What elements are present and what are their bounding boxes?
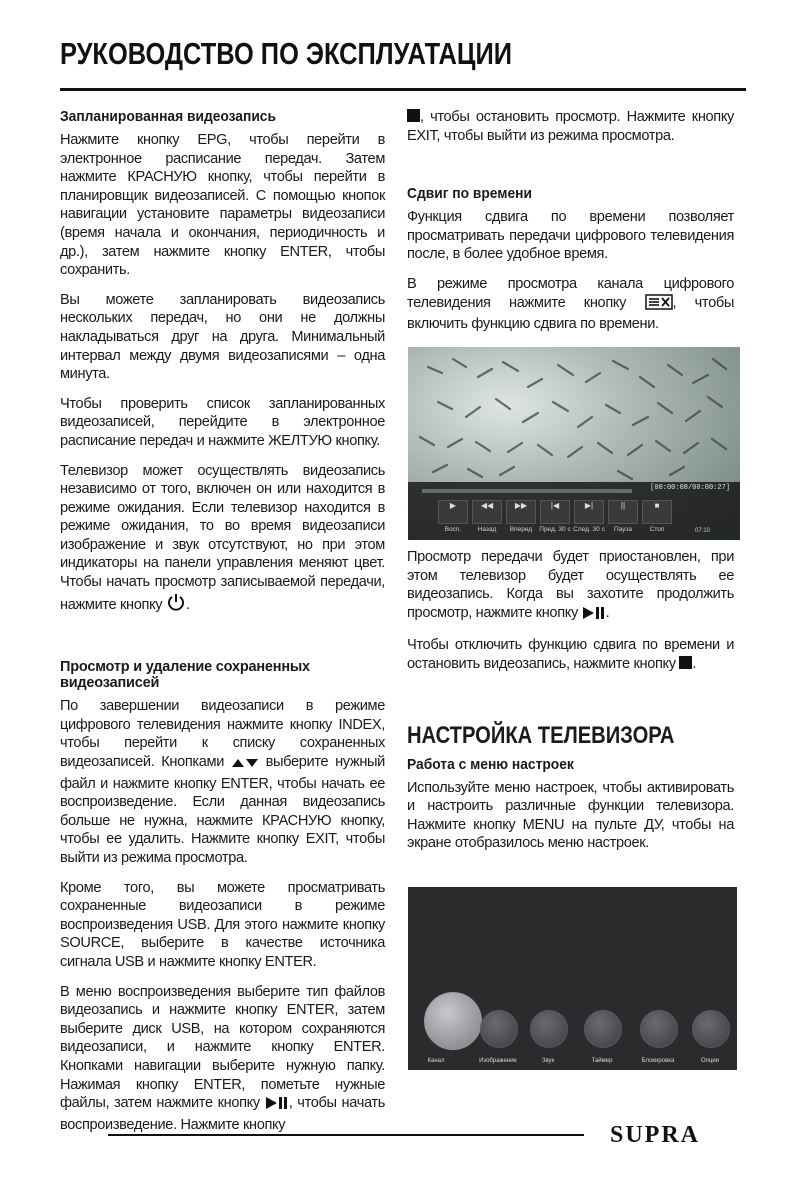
button-label: Стоп bbox=[649, 526, 665, 533]
section-heading-scheduled-recording: Запланированная видеозапись bbox=[60, 108, 276, 125]
prev-30s-button[interactable]: |◀ Пред. 30 с bbox=[540, 500, 570, 524]
timeshift-icon bbox=[645, 294, 673, 316]
paragraph-text-end: . bbox=[692, 655, 697, 672]
menu-label: Таймер bbox=[591, 1058, 613, 1064]
right-column-lower bbox=[407, 548, 734, 864]
right-column bbox=[407, 108, 734, 345]
stop-icon bbox=[679, 656, 692, 669]
next-30s-button[interactable]: ▶| След. 30 с bbox=[574, 500, 604, 524]
button-label: Пред. 30 с bbox=[539, 526, 571, 533]
menu-item-sound[interactable] bbox=[530, 1010, 568, 1048]
button-label: Вперед bbox=[509, 526, 533, 533]
paragraph: Используйте меню настроек, чтобы активировать и настроить различные функции телевизора. Нажмите кнопку MENU на пульте ДУ, чтобы на экране отобразилось меню настроек. bbox=[407, 779, 734, 852]
menu-label: Звук bbox=[541, 1058, 555, 1064]
stop-button[interactable]: ■ Стоп bbox=[642, 500, 672, 524]
play-pause-icon bbox=[582, 606, 606, 626]
left-column bbox=[60, 108, 385, 1145]
paragraph-text-end: . bbox=[185, 596, 190, 613]
menu-label: Изображение bbox=[479, 1058, 517, 1064]
menu-item-picture[interactable] bbox=[480, 1010, 518, 1048]
paragraph-text: , чтобы включить функцию сдвига по времени. bbox=[407, 294, 735, 333]
button-label: Восп. bbox=[444, 526, 462, 533]
paragraph bbox=[60, 462, 385, 618]
paragraph: Чтобы проверить список запланированных видеозаписей, перейдите в электронное расписание передач и нажмите ЖЕЛТУЮ кнопку. bbox=[60, 395, 385, 449]
timeshift-screenshot bbox=[408, 347, 740, 540]
paragraph-text: Телевизор может осуществлять видеозапись независимо от того, включен он или находится в режиме ожидания. Если телевизор находится в режиме ожидания, то во время видеозаписи изображение и звук отсутствуют, но при этом индикаторы на панели управления меняют цвет. Чтобы начать просмотр записываемой передачи, нажмите кнопку bbox=[60, 462, 385, 613]
subheading-settings-menu: Работа с меню настроек bbox=[407, 755, 574, 773]
rewind-button[interactable]: ◀◀ Назад bbox=[472, 500, 502, 524]
button-label: След. 30 с bbox=[573, 526, 605, 533]
paragraph-text: , чтобы начать воспроизведение. Нажмите кнопку bbox=[60, 1095, 385, 1133]
section-heading-timeshift: Сдвиг по времени bbox=[407, 185, 532, 203]
footer-divider bbox=[108, 1134, 584, 1136]
paragraph bbox=[407, 108, 734, 145]
section-heading-tv-setup: НАСТРОЙКА ТЕЛЕВИЗОРА bbox=[407, 721, 675, 749]
paragraph-text-end: . bbox=[605, 604, 610, 621]
up-down-arrows-icon bbox=[231, 756, 259, 775]
paragraph bbox=[60, 983, 385, 1135]
paragraph-text: В меню воспроизведения выберите тип файлов видеозапись и нажмите кнопку ENTER, затем выберите диск USB, на котором сохраняются видеозаписи, и нажмите кнопку ENTER. Кнопками навигации выберите нужную папку. Нажимая кнопку ENTER, пометьте нужные файлы, затем нажмите кнопку bbox=[60, 983, 385, 1112]
playback-control-bar bbox=[408, 482, 740, 540]
forward-button[interactable]: ▶▶ Вперед bbox=[506, 500, 536, 524]
menu-label: Канал bbox=[427, 1058, 445, 1064]
menu-label: Блокировка bbox=[641, 1058, 675, 1064]
paragraph: Кроме того, вы можете просматривать сохраненные видеозаписи в режиме воспроизведения USB. Для этого нажмите кнопку SOURCE, выберите в качестве источника сигнала USB и нажмите кнопку ENTER. bbox=[60, 879, 385, 970]
stop-icon bbox=[407, 109, 420, 122]
paragraph bbox=[407, 275, 734, 334]
page-title: РУКОВОДСТВО ПО ЭКСПЛУАТАЦИИ bbox=[60, 36, 513, 71]
paragraph: Нажмите кнопку EPG, чтобы перейти в электронное расписание передач. Затем нажмите КРАСНУЮ кнопку, чтобы перейти в планировщик видеозаписей. С помощью кнопок навигации установите параметры видеозаписи (время начала и окончания, периодичность и др.), затем нажмите кнопку ENTER, чтобы сохранить. bbox=[60, 132, 385, 279]
menu-item-options[interactable] bbox=[692, 1010, 730, 1048]
pause-button[interactable]: || Пауза bbox=[608, 500, 638, 524]
paragraph bbox=[407, 636, 734, 673]
progress-bar[interactable] bbox=[422, 489, 632, 493]
paragraph-text: Чтобы отключить функцию сдвига по времени и остановить видеозапись, нажмите кнопку bbox=[407, 637, 734, 672]
paragraph-text: выберите нужный файл и нажмите кнопку ENTER, чтобы начать ее воспроизведение. Если данная видеозапись больше не нужна, нажмите КРАСНУЮ кнопку, чтобы ее удалить. Нажмите кнопку EXIT, чтобы выйти из режима просмотра. bbox=[60, 754, 385, 866]
power-icon bbox=[166, 592, 186, 618]
paragraph-text: По завершении видеозаписи в режиме цифрового телевидения нажмите кнопку INDEX, чтобы перейти к списку сохраненных видеозаписей. Кнопками bbox=[60, 698, 385, 771]
menu-item-channel[interactable] bbox=[424, 992, 482, 1050]
paragraph-text: Просмотр передачи будет приостановлен, при этом телевизор будет осуществлять ее видеозапись. Когда вы захотите продолжить просмотр, нажмите кнопку bbox=[407, 549, 734, 621]
menu-item-lock[interactable] bbox=[640, 1010, 678, 1048]
paragraph: Вы можете запланировать видеозапись нескольких передач, но они не должны накладываться друг на друга. Минимальный интервал между двумя видеозаписями – одна минута. bbox=[60, 291, 385, 383]
menu-label: Опции bbox=[700, 1058, 720, 1064]
tv-menu-screenshot bbox=[408, 887, 737, 1070]
clock: 07:10 bbox=[694, 528, 710, 534]
paragraph bbox=[60, 697, 385, 867]
paragraph bbox=[407, 548, 734, 625]
menu-item-timer[interactable] bbox=[584, 1010, 622, 1048]
paragraph-text: , чтобы остановить просмотр. Нажмите кнопку EXIT, чтобы выйти из режима просмотра. bbox=[407, 109, 734, 144]
title-divider bbox=[60, 88, 746, 91]
button-label: Пауза bbox=[613, 526, 633, 533]
play-button[interactable]: ▶ Восп. bbox=[438, 500, 468, 524]
paragraph-text: В режиме просмотра канала цифрового телевидения нажмите кнопку bbox=[407, 275, 734, 311]
section-heading-view-delete: Просмотр и удаление сохраненных видеозаписей bbox=[60, 659, 310, 692]
play-pause-icon bbox=[265, 1096, 289, 1116]
timecode: [00:00:08/00:00:27] bbox=[650, 484, 730, 492]
paragraph: Функция сдвига по времени позволяет просматривать передачи цифрового телевидения после, в более удобное время. bbox=[407, 209, 734, 263]
brand-logo: SUPRA bbox=[610, 1122, 701, 1148]
button-label: Назад bbox=[477, 526, 497, 533]
